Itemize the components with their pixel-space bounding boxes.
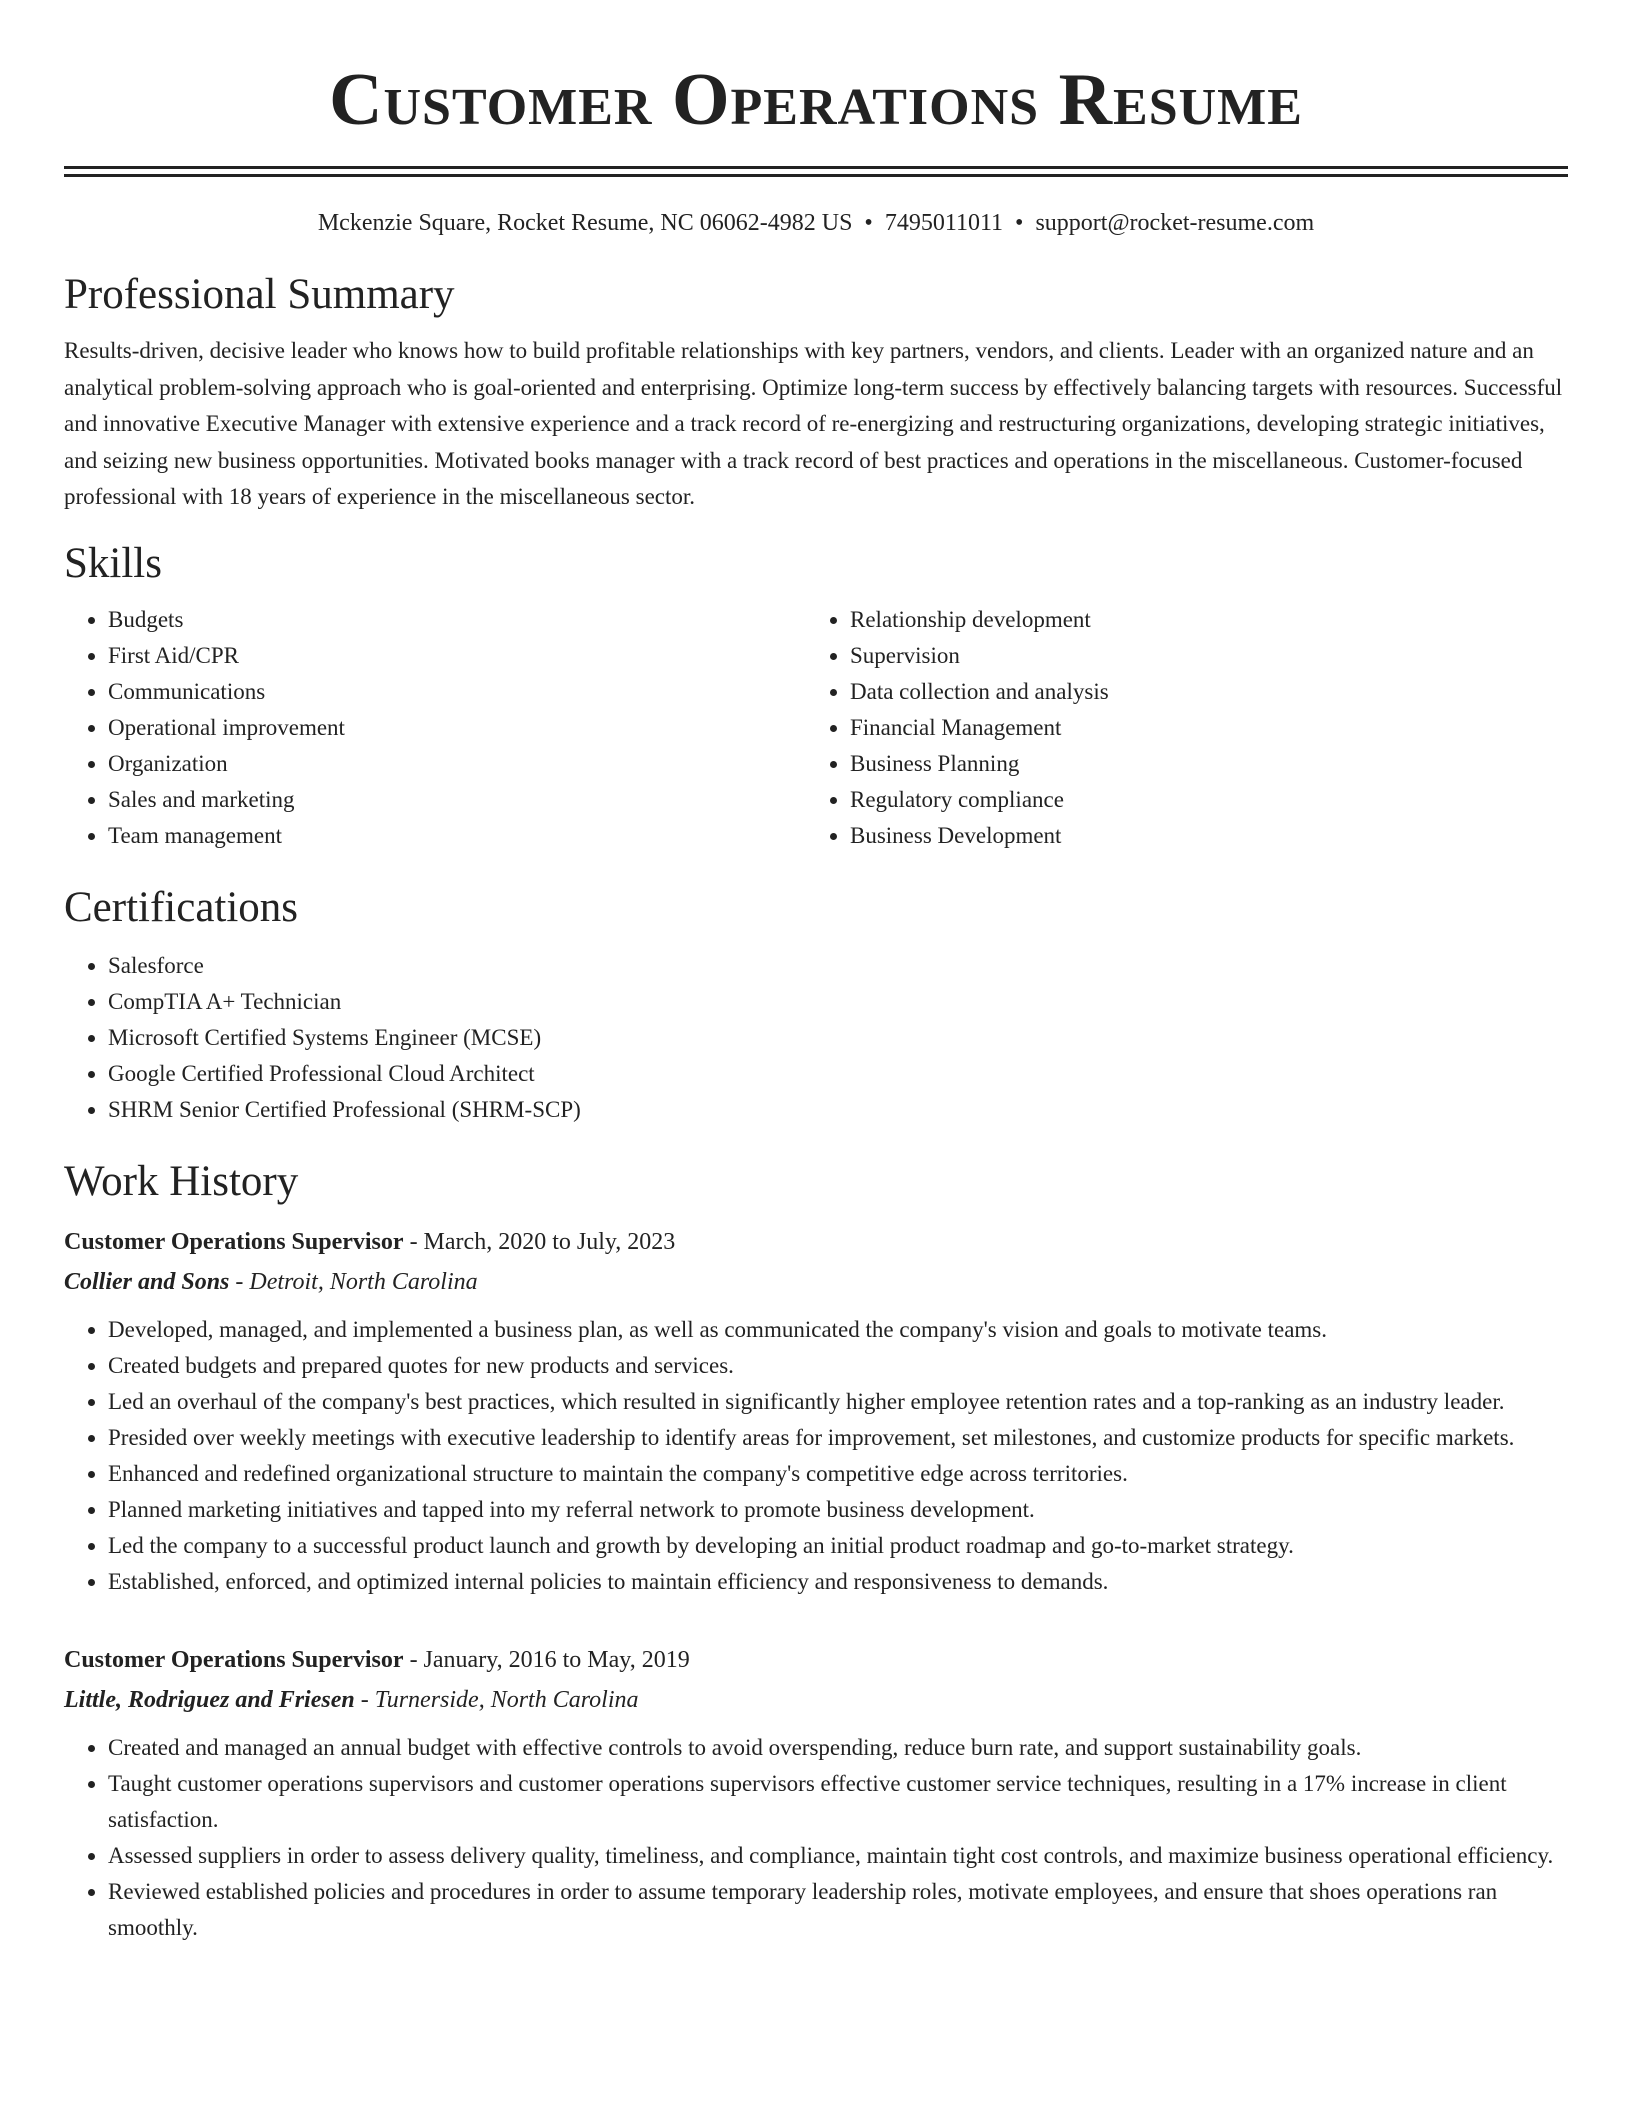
job-bullet: • Led the company to a successful product launch and growth by developing an initial product roadmap and go-to-market strategy. [108,1528,1568,1564]
job-bullet: • Led an overhaul of the company's best practices, which resulted in significantly higher employee retention rates and a top-ranking as an industry leader. [108,1384,1568,1420]
job-title-line [64,1222,1568,1262]
work-history-heading: Work History [64,1157,299,1205]
job-entry [64,1640,1568,1946]
skill-item: • Supervision [850,638,1548,674]
contact-phone: 7495011011 [884,210,1004,236]
job-bullet: • Established, enforced, and optimized internal policies to maintain efficiency and responsiveness to demands. [108,1564,1568,1600]
job-bullet: • Reviewed established policies and procedures in order to assume temporary leadership roles, motivate employees, and ensure that shoes operations ran smoothly. [108,1874,1568,1946]
skills-grid [64,602,1568,854]
title-divider-thick [64,166,1568,169]
contact-line [64,207,1568,239]
contact-address: Mckenzie Square, Rocket Resume, NC 06062-4982 US [317,210,853,236]
job-bullet: • Taught customer operations supervisors and customer operations supervisors effective customer service techniques, resulting in a 17% increase in client satisfaction. [108,1766,1568,1838]
certifications-list [64,948,1568,1128]
resume-title: Customer Operations Resume [329,59,1303,141]
job-location: - Turnerside, North Carolina [354,1686,639,1713]
job-title-line [64,1640,1568,1680]
certifications-heading: Certifications [64,883,299,931]
certification-item: • Microsoft Certified Systems Engineer (MCSE) [108,1020,1568,1056]
skill-item: • Operational improvement [108,710,806,746]
job-bullet: • Created and managed an annual budget with effective controls to avoid overspending, reduce burn rate, and support sustainability goals. [108,1730,1568,1766]
job-bullet: • Developed, managed, and implemented a business plan, as well as communicated the company's vision and goals to motivate teams. [108,1312,1568,1348]
skill-item: • First Aid/CPR [108,638,806,674]
contact-email[interactable]: support@rocket-resume.com [1035,210,1315,236]
job-bullets [64,1312,1568,1600]
skill-item: • Regulatory compliance [850,782,1548,818]
skill-item: • Financial Management [850,710,1548,746]
contact-separator: • [1015,210,1024,236]
job-entry [64,1222,1568,1600]
title-divider-thin [64,174,1568,177]
skill-item: • Communications [108,674,806,710]
skills-column-left [64,602,806,854]
summary-text: Results-driven, decisive leader who knows how to build profitable relationships with key partners, vendors, and clients. Leader with an organized nature and an analytical problem-solving approach who is goal-oriented and enterprising. Optimize long-term success by effectively balancing targets with resources. Successful and innovative Executive Manager with extensive experience and a track record of re-energizing and restructuring organizations, developing strategic initiatives, and seizing new business opportunities. Motivated books manager with a track record of best practices and operations in the miscellaneous. Customer-focused professional with 18 years of experience in the miscellaneous sector. [64,338,1563,509]
skill-item: • Data collection and analysis [850,674,1548,710]
job-bullets [64,1730,1568,1946]
job-bullet: • Planned marketing initiatives and tapped into my referral network to promote business development. [108,1492,1568,1528]
job-company: Little, Rodriguez and Friesen [64,1686,355,1713]
skills-heading: Skills [64,539,162,587]
certification-item: • Salesforce [108,948,1568,984]
job-bullet: • Enhanced and redefined organizational structure to maintain the company's competitive edge across territories. [108,1456,1568,1492]
job-bullet: • Created budgets and prepared quotes for new products and services. [108,1348,1568,1384]
job-role: Customer Operations Supervisor [64,1646,404,1673]
job-location: - Detroit, North Carolina [229,1268,478,1295]
job-company-line [64,1262,1568,1302]
skill-item: • Organization [108,746,806,782]
skills-list-right [806,602,1548,854]
skills-column-right [806,602,1548,854]
job-company-line [64,1680,1568,1720]
skill-item: • Team management [108,818,806,854]
job-bullet: • Assessed suppliers in order to assess delivery quality, timeliness, and compliance, maintain tight cost controls, and maximize business operational efficiency. [108,1838,1568,1874]
skills-list-left [64,602,806,854]
skill-item: • Business Development [850,818,1548,854]
certification-item: • Google Certified Professional Cloud Architect [108,1056,1568,1092]
skill-item: • Budgets [108,602,806,638]
job-company: Collier and Sons [64,1268,230,1295]
job-bullet: • Presided over weekly meetings with executive leadership to identify areas for improvement, set milestones, and customize products for specific markets. [108,1420,1568,1456]
certification-item: • SHRM Senior Certified Professional (SHRM-SCP) [108,1092,1568,1128]
contact-separator: • [864,210,873,236]
job-dates: - March, 2020 to July, 2023 [403,1228,676,1255]
certification-item: • CompTIA A+ Technician [108,984,1568,1020]
job-dates: - January, 2016 to May, 2019 [403,1646,690,1673]
job-role: Customer Operations Supervisor [64,1228,404,1255]
skill-item: • Sales and marketing [108,782,806,818]
summary-heading: Professional Summary [64,271,455,318]
skill-item: • Relationship development [850,602,1548,638]
skill-item: • Business Planning [850,746,1548,782]
